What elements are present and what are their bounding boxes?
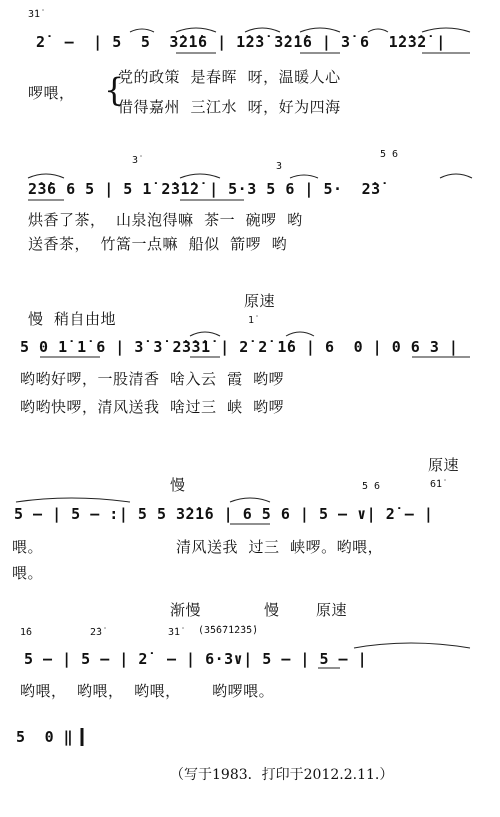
- notation-line-6: 5 0 ‖: [16, 728, 74, 746]
- notation-line-5: 5 – | 5 – | 2̇ – | 6·3∨| 5 – | 5 – |: [24, 650, 368, 668]
- notation-line-2: 2̇3̇6 6 5 | 5 1̇ 2̇3̇1̇2̇ | 5·3 5 6 | 5· 2̇3̇: [28, 180, 381, 198]
- tempo-marking: 原速: [428, 456, 460, 474]
- footer-note: （写于1983．打印于2012.2.11.）: [170, 767, 394, 783]
- lyric-line-1-verse-1: 党的政策 是春晖 呀，温暖人心: [118, 68, 341, 86]
- grace-note: 1̇: [248, 315, 255, 326]
- lyric-line-3-verse-1: 哟哟好啰，一股清香 啥入云 霞 哟啰: [20, 370, 285, 388]
- notation-line-3: 5 0 1̇ 1̇ 6 | 3̇ 3̇ 2̇3̇3̇1̇ | 2̇ 2̇ 1̇6 | 6 0 | 0 6 3 |: [20, 338, 459, 356]
- grace-note: 3̇: [132, 155, 139, 166]
- lyric-line-2-verse-2: 送香茶， 竹篙一点嘛 船似 箭啰 哟: [28, 235, 288, 253]
- cadenza-notes: (3̇5̇6̇7̇1̇2̇3̇5̇): [198, 625, 259, 636]
- notation-line-4: 5 – | 5 – :| 5 5 3̇2̇1̇6 | 6 5 6 | 5 – ∨| 2̇ – |: [14, 505, 434, 523]
- tempo-marking: 慢: [170, 476, 186, 494]
- tempo-marking: 原速: [244, 292, 276, 310]
- grace-note: 5 6: [362, 481, 381, 492]
- tempo-marking: 渐慢: [170, 601, 202, 619]
- tempo-marking: 慢 稍自由地: [28, 310, 117, 328]
- lyric-line-3-verse-2: 哟哟快啰，清风送我 啥过三 峡 哟啰: [20, 398, 285, 416]
- lyric-line-5: 哟喂， 哟喂， 哟喂， 哟啰喂。: [20, 682, 275, 700]
- lyric-line-1-verse-2: 借得嘉州 三江水 呀，好为四海: [118, 98, 341, 116]
- grace-note: 3̇1̇: [28, 9, 41, 20]
- lyric-line-4-end-1: 喂。: [12, 538, 44, 556]
- notation-line-1: 2̇ – | 5 5 3̇2̇1̇6 | 1̇2̇3̇ 3̇2̇1̇6 | 3̇ 6 1̇2̇3̇2̇ |: [36, 33, 446, 51]
- grace-note: 2̇3̇: [90, 627, 103, 638]
- grace-note: 1̇6: [20, 627, 33, 638]
- tempo-marking: 慢: [264, 601, 280, 619]
- lyric-line-4-end-2: 喂。: [12, 564, 44, 582]
- lyric-line-2-verse-1: 烘香了茶， 山泉泡得嘛 茶一 碗啰 哟: [28, 211, 303, 229]
- lyric-intro: 啰喂，: [28, 84, 75, 102]
- grace-note: 3̇1̇: [168, 627, 181, 638]
- lyric-line-4: 清风送我 过三 峡啰。哟喂，: [176, 538, 384, 556]
- tempo-marking: 原速: [316, 601, 348, 619]
- grace-note: 6̇1̇: [430, 479, 443, 490]
- grace-note: 3: [276, 161, 283, 172]
- verse-brace: {: [104, 71, 125, 109]
- grace-note: 5 6: [380, 149, 399, 160]
